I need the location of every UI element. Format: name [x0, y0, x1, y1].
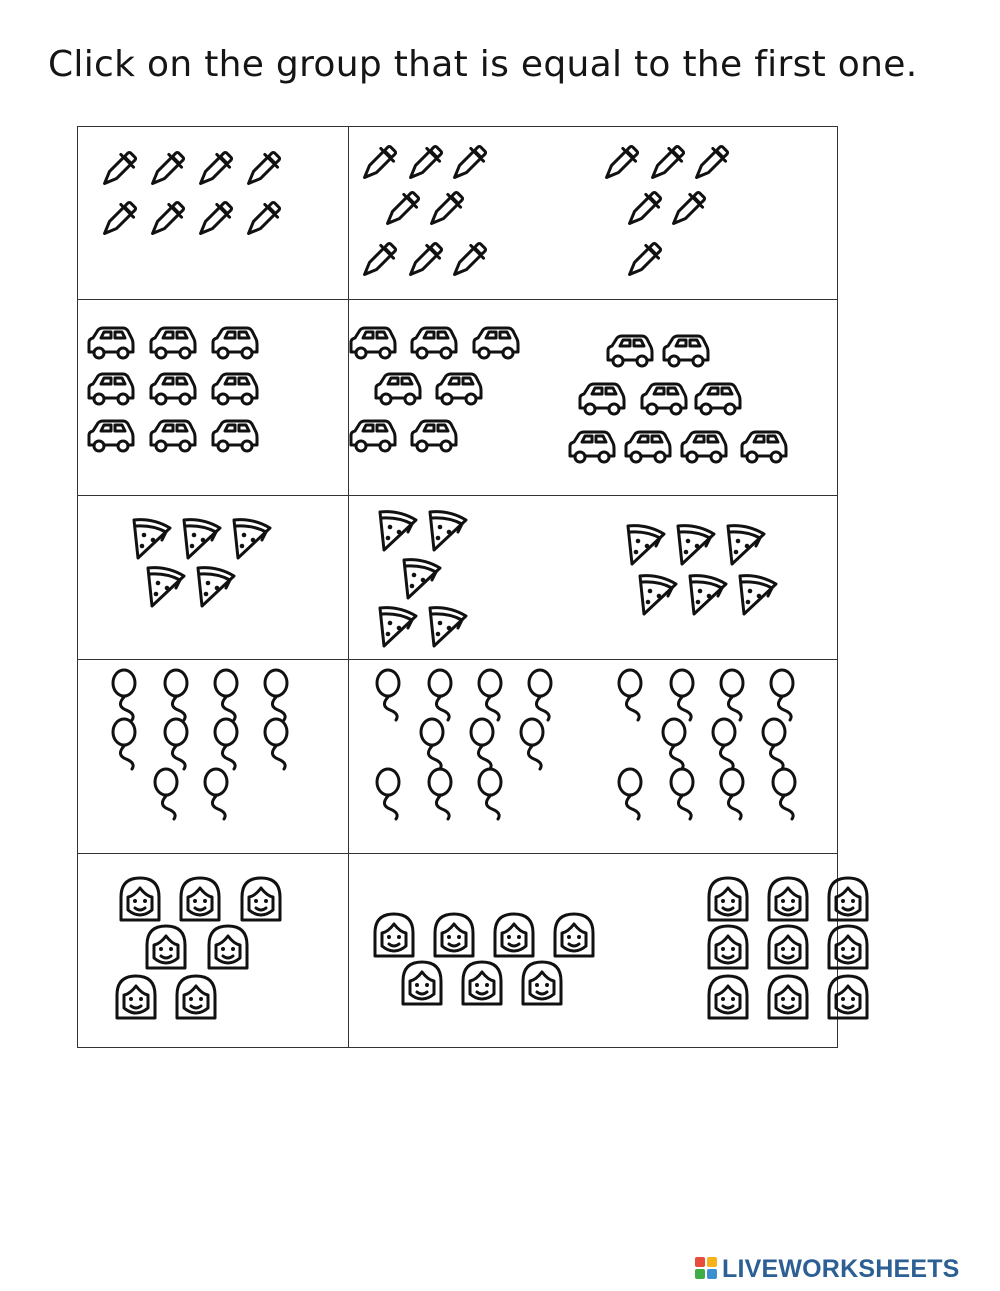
option-group-a[interactable]	[350, 300, 570, 496]
option-group-b[interactable]	[590, 660, 838, 854]
dropper-icon	[425, 189, 466, 230]
girl-face-icon	[147, 926, 185, 968]
dropper-icon	[146, 149, 187, 190]
girl-face-icon	[495, 914, 533, 956]
balloon-group	[590, 660, 838, 854]
dropper-icon	[381, 189, 422, 230]
car-icon	[213, 328, 257, 358]
balloon-icon	[529, 670, 551, 720]
pizza-slice-icon	[134, 520, 170, 558]
pizza-group	[78, 496, 348, 660]
balloon-icon	[421, 719, 443, 769]
balloon-icon	[215, 670, 237, 720]
balloon-icon	[713, 719, 735, 769]
brand-name: LIVEWORKSHEETS	[722, 1254, 960, 1283]
balloon-icon	[479, 670, 501, 720]
girl-face-icon	[121, 878, 159, 920]
balloon-icon	[521, 719, 543, 769]
car-icon	[412, 328, 456, 358]
car-icon	[474, 328, 518, 358]
dropper-icon	[194, 149, 235, 190]
car-group	[78, 300, 348, 496]
pizza-slice-icon	[678, 526, 714, 564]
car-icon	[351, 421, 395, 451]
row-cars	[78, 299, 837, 495]
pizza-group	[350, 496, 570, 660]
dropper-group	[350, 127, 590, 299]
balloon-icon	[265, 719, 287, 769]
girl-face-icon	[709, 976, 747, 1018]
girl-face-icon	[523, 962, 561, 1004]
balloon-icon	[771, 670, 793, 720]
dropper-icon	[404, 143, 445, 184]
balloon-icon	[721, 670, 743, 720]
girl-face-icon	[709, 926, 747, 968]
car-icon	[664, 336, 708, 366]
dropper-icon	[358, 143, 399, 184]
balloon-icon	[619, 769, 641, 819]
dropper-icon	[358, 240, 399, 281]
dropper-icon	[146, 199, 187, 240]
option-group-a[interactable]	[350, 660, 590, 854]
dropper-group	[590, 127, 838, 299]
pizza-slice-icon	[690, 576, 726, 614]
balloon-icon	[165, 719, 187, 769]
pizza-slice-icon	[404, 560, 440, 598]
car-group	[350, 300, 570, 496]
pizza-slice-icon	[198, 568, 234, 606]
dropper-icon	[623, 240, 664, 281]
girl-face-icon	[769, 926, 807, 968]
row-balloons	[78, 659, 837, 853]
balloon-icon	[377, 670, 399, 720]
car-icon	[412, 421, 456, 451]
pizza-slice-icon	[430, 512, 466, 550]
car-icon	[742, 432, 786, 462]
pizza-slice-icon	[234, 520, 270, 558]
girl-face-icon	[769, 976, 807, 1018]
car-icon	[696, 384, 740, 414]
row-pizza	[78, 495, 837, 659]
balloon-group	[78, 660, 348, 854]
dropper-icon	[690, 143, 731, 184]
balloon-icon	[671, 769, 693, 819]
dropper-icon	[600, 143, 641, 184]
balloon-icon	[773, 769, 795, 819]
car-icon	[151, 374, 195, 404]
girl-face-icon	[555, 914, 593, 956]
option-group-b[interactable]	[570, 300, 838, 496]
reference-group	[78, 660, 348, 854]
option-group-a[interactable]	[350, 496, 570, 660]
dropper-icon	[242, 199, 283, 240]
car-icon	[608, 336, 652, 366]
balloon-icon	[429, 769, 451, 819]
car-icon	[89, 421, 133, 451]
car-icon	[682, 432, 726, 462]
girl-face-icon	[769, 878, 807, 920]
car-icon	[351, 328, 395, 358]
dropper-icon	[98, 199, 139, 240]
car-icon	[626, 432, 670, 462]
option-group-a[interactable]	[350, 854, 610, 1050]
reference-group	[78, 300, 348, 496]
pizza-slice-icon	[380, 608, 416, 646]
balloon-icon	[205, 769, 227, 819]
balloon-icon	[721, 769, 743, 819]
pizza-slice-icon	[628, 526, 664, 564]
girl-face-icon	[435, 914, 473, 956]
instruction-title: Click on the group that is equal to the first one.	[48, 44, 918, 85]
balloon-icon	[113, 719, 135, 769]
option-group-b[interactable]	[570, 496, 838, 660]
girl-face-icon	[209, 926, 247, 968]
girl-face-icon	[709, 878, 747, 920]
dropper-icon	[623, 189, 664, 230]
girl-face-icon	[117, 976, 155, 1018]
car-icon	[580, 384, 624, 414]
balloon-icon	[663, 719, 685, 769]
car-icon	[89, 374, 133, 404]
balloon-icon	[215, 719, 237, 769]
balloon-icon	[671, 670, 693, 720]
balloon-icon	[429, 670, 451, 720]
girl-face-icon	[829, 976, 867, 1018]
girl-face-icon	[829, 926, 867, 968]
row-droppers	[78, 127, 837, 299]
dropper-group	[78, 127, 348, 299]
dropper-icon	[448, 143, 489, 184]
dropper-icon	[194, 199, 235, 240]
balloon-icon	[265, 670, 287, 720]
reference-group	[78, 854, 348, 1050]
car-icon	[642, 384, 686, 414]
girl-face-icon	[375, 914, 413, 956]
logo-mark-icon	[695, 1257, 719, 1281]
girl-face-icon	[177, 976, 215, 1018]
balloon-group	[350, 660, 590, 854]
balloon-icon	[479, 769, 501, 819]
matching-grid	[77, 126, 838, 1048]
balloon-icon	[763, 719, 785, 769]
dropper-icon	[98, 149, 139, 190]
car-group	[570, 300, 838, 496]
balloon-icon	[471, 719, 493, 769]
dropper-icon	[242, 149, 283, 190]
liveworksheets-logo	[695, 1254, 960, 1284]
face-group	[78, 854, 348, 1050]
dropper-icon	[646, 143, 687, 184]
car-icon	[151, 421, 195, 451]
girl-face-icon	[181, 878, 219, 920]
girl-face-icon	[829, 878, 867, 920]
car-icon	[437, 374, 481, 404]
pizza-slice-icon	[640, 576, 676, 614]
pizza-slice-icon	[430, 608, 466, 646]
car-icon	[213, 374, 257, 404]
dropper-icon	[667, 189, 708, 230]
balloon-icon	[619, 670, 641, 720]
dropper-icon	[404, 240, 445, 281]
face-group	[610, 854, 838, 1050]
balloon-icon	[165, 670, 187, 720]
option-group-a[interactable]	[350, 127, 590, 299]
option-group-b[interactable]	[610, 854, 838, 1050]
pizza-slice-icon	[740, 576, 776, 614]
car-icon	[570, 432, 614, 462]
car-icon	[151, 328, 195, 358]
balloon-icon	[113, 670, 135, 720]
pizza-slice-icon	[148, 568, 184, 606]
car-icon	[89, 328, 133, 358]
face-group	[350, 854, 610, 1050]
balloon-icon	[155, 769, 177, 819]
car-icon	[376, 374, 420, 404]
girl-face-icon	[242, 878, 280, 920]
girl-face-icon	[463, 962, 501, 1004]
reference-group	[78, 496, 348, 660]
row-faces	[78, 853, 837, 1049]
pizza-group	[570, 496, 838, 660]
pizza-slice-icon	[728, 526, 764, 564]
pizza-slice-icon	[380, 512, 416, 550]
reference-group	[78, 127, 348, 299]
dropper-icon	[448, 240, 489, 281]
balloon-icon	[377, 769, 399, 819]
option-group-b[interactable]	[590, 127, 838, 299]
pizza-slice-icon	[184, 520, 220, 558]
car-icon	[213, 421, 257, 451]
girl-face-icon	[403, 962, 441, 1004]
